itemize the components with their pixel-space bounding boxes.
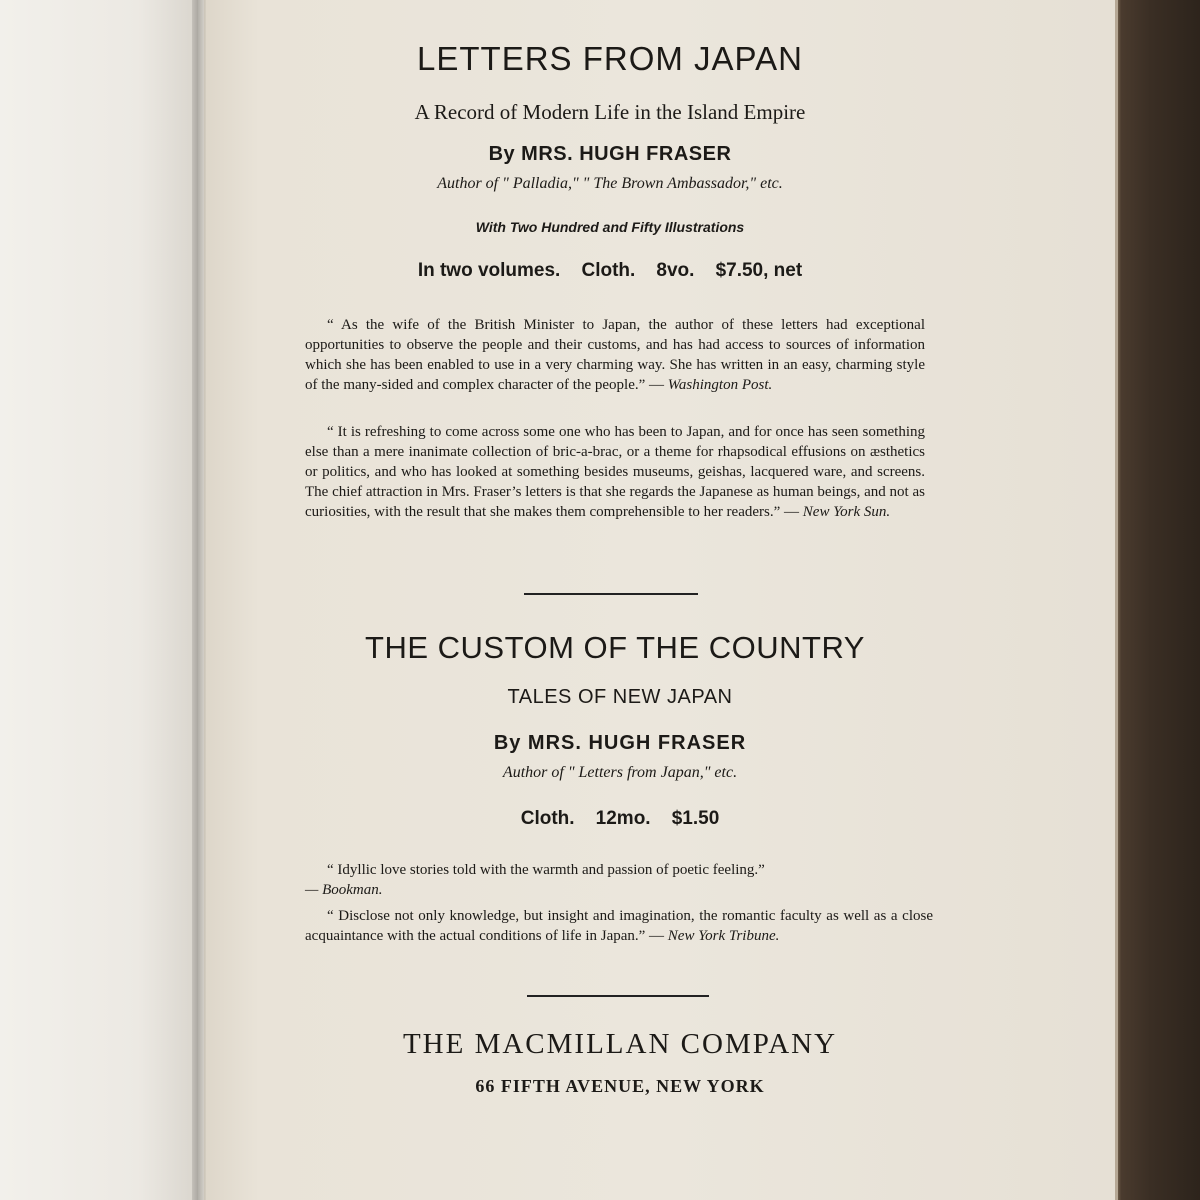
book2-subtitle: TALES OF NEW JAPAN bbox=[507, 686, 733, 708]
publisher-name: THE MACMILLAN COMPANY bbox=[402, 1028, 838, 1060]
book2-author-of: Author of " Letters from Japan," etc. bbox=[502, 764, 738, 781]
book1-review-2 bbox=[305, 422, 925, 522]
book2-review-1-source: — Bookman. bbox=[305, 882, 383, 898]
book1-title: LETTERS FROM JAPAN bbox=[417, 40, 803, 77]
book-cover-edge bbox=[1118, 0, 1200, 1200]
book-gutter bbox=[192, 0, 206, 1200]
book2-pricing bbox=[360, 808, 880, 830]
publisher-address: 66 FIFTH AVENUE, NEW YORK bbox=[475, 1076, 765, 1096]
book1-review-2-text: “ It is refreshing to come across some one who has been to Japan, and for once has seen something else than a mere inanimate collection of bric-a-brac, or a theme for rhapsodical effusions on æsthetics or politics, and who has looked at something besides museums, geishas, lacquered ware, and screens. The chief attraction in Mrs. Fraser’s letters is that she regards the Japanese as human beings, and not as curiosities, with the result that she makes them comprehensible to her readers.” — bbox=[305, 424, 925, 520]
book2-byline: By MRS. HUGH FRASER bbox=[493, 732, 747, 754]
book1-author-of: Author of " Palladia," " The Brown Ambassador," etc. bbox=[437, 175, 783, 192]
book2-review-2-text: “ Disclose not only knowledge, but insight and imagination, the romantic faculty as well as a close acquaintance with the actual conditions of life in Japan.” — bbox=[305, 908, 933, 944]
book2-review-2 bbox=[305, 906, 933, 946]
book1-review-2-source: New York Sun. bbox=[802, 504, 891, 520]
book2-price: $1.50 bbox=[671, 808, 720, 829]
book1-review-1-source: Washington Post. bbox=[667, 377, 773, 393]
book2-review-2-source: New York Tribune. bbox=[667, 928, 780, 944]
book2-review-1 bbox=[305, 860, 933, 900]
book2-review-1-text: “ Idyllic love stories told with the warmth and passion of poetic feeling.” bbox=[327, 862, 765, 878]
book2-format: 12mo. bbox=[595, 808, 651, 829]
book1-volumes: In two volumes. bbox=[417, 260, 561, 281]
book1-binding: Cloth. bbox=[581, 260, 636, 281]
book1-illustrations: With Two Hundred and Fifty Illustrations bbox=[475, 219, 745, 235]
book1-review-1-text: “ As the wife of the British Minister to Japan, the author of these letters had exceptional opportunities to observe the people and their customs, and has had access to sources of information which she has been enabled to use in a very charming way. She has written in an easy, charming style of the many-sided and complex character of the people.” — bbox=[305, 317, 925, 393]
book1-byline: By MRS. HUGH FRASER bbox=[488, 143, 732, 165]
book2-title: THE CUSTOM OF THE COUNTRY bbox=[365, 630, 865, 665]
book1-subtitle: A Record of Modern Life in the Island Empire bbox=[414, 100, 806, 124]
book2-binding: Cloth. bbox=[520, 808, 575, 829]
book1-price: $7.50, net bbox=[715, 260, 803, 281]
divider-rule-2 bbox=[527, 995, 709, 997]
book1-format: 8vo. bbox=[656, 260, 695, 281]
book1-review-1 bbox=[305, 315, 925, 395]
left-page bbox=[0, 0, 198, 1200]
book1-pricing bbox=[300, 260, 920, 282]
divider-rule-1 bbox=[524, 593, 698, 595]
